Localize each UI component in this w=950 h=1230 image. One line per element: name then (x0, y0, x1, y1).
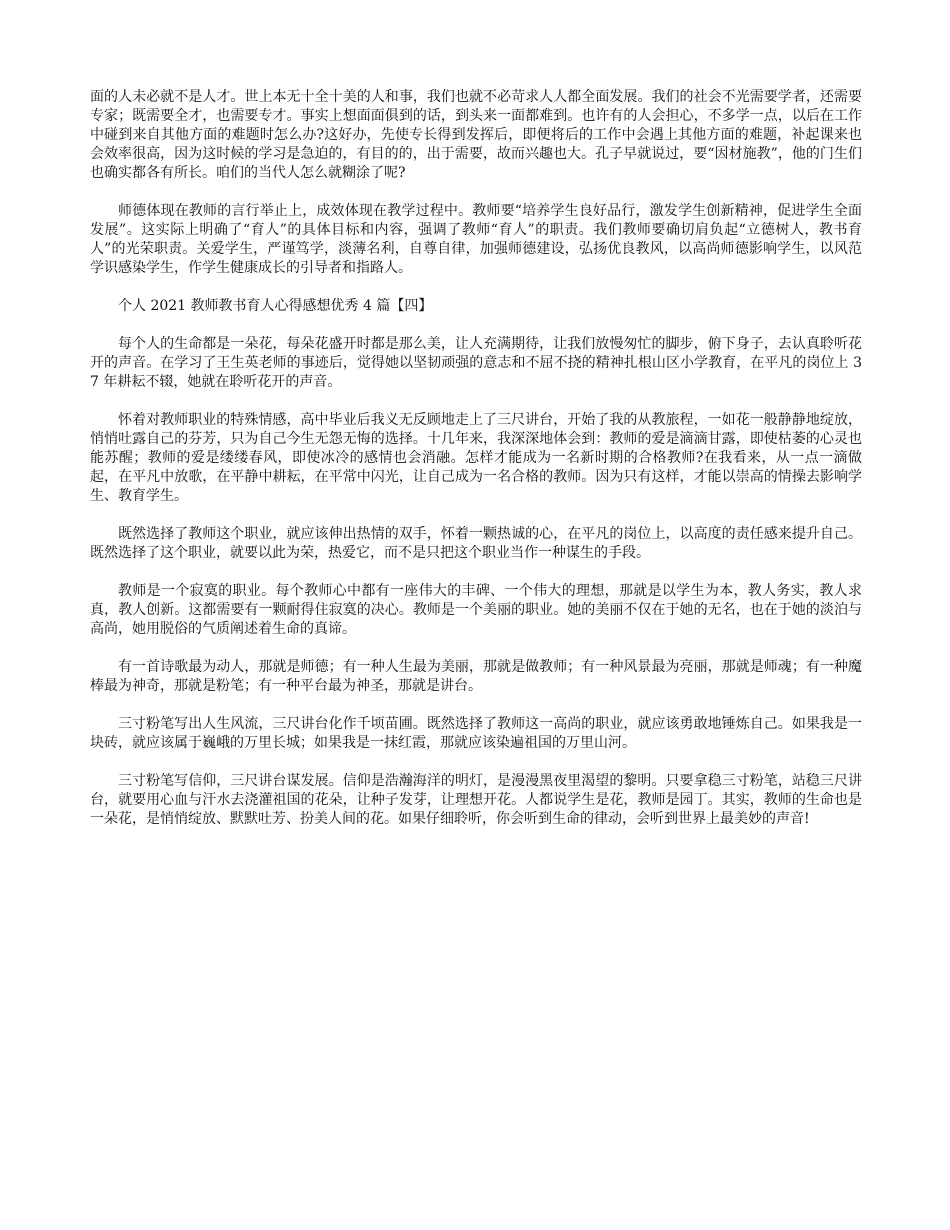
section-heading: 个人 2021 教师教书育人心得感想优秀 4 篇【四】 (118, 298, 433, 314)
paragraph-intro-continuation: 面的人未必就不是人才。世上本无十全十美的人和事，我们也就不必苛求人人都全面发展。我们的社会不光需要学者，还需要专家；既需要全才，也需要专才。事实上想面面俱到的话，到头来一面都难到。也许有的人会担心，不多学一点，以后在工作中碰到来自其他方面的难题时怎么办?这好办，先使专长得到发挥后，即便将后的工作中会遇上其他方面的难题，补起课来也会效率很高，因为这时候的学习是急迫的，有目的的，出于需要，故而兴趣也大。孔子早就说过，要“因材施教”，他的门生们也确实都各有所长。咱们的当代人怎么就糊涂了呢? (90, 89, 862, 181)
paragraph-lonely-profession: 教师是一个寂寞的职业。每个教师心中都有一座伟大的丰碑、一个伟大的理想，那就是以学生为本，教人务实，教人求真，教人创新。这都需要有一颗耐得住寂寞的决心。教师是一个美丽的职业。她的美丽不仅在于她的无名，也在于她的淡泊与高尚，她用脱俗的气质阐述着生命的真谛。 (90, 583, 862, 637)
paragraph-poem-ethics: 有一首诗歌最为动人，那就是师德；有一种人生最为美丽，那就是做教师；有一种风景最为亮丽，那就是师魂；有一种魔棒最为神奇，那就是粉笔；有一种平台最为神圣，那就是讲台。 (90, 659, 862, 694)
paragraph-chosen-profession: 既然选择了教师这个职业，就应该伸出热情的双手，怀着一颗热诚的心，在平凡的岗位上，以高度的责任感来提升自己。既然选择了这个职业，就要以此为荣，热爱它，而不是只把这个职业当作一种谋生的手段。 (90, 526, 862, 561)
paragraph-life-flower: 每个人的生命都是一朵花，每朵花盛开时都是那么美，让人充满期待，让我们放慢匆忙的脚步，俯下身子，去认真聆听花开的声音。在学习了王生英老师的事迹后，觉得她以坚韧顽强的意志和不屈不挠的精神扎根山区小学教育，在平凡的岗位上 37 年耕耘不辍，她就在聆听花开的声音。 (90, 336, 862, 390)
paragraph-teacher-ethics: 师德体现在教师的言行举止上，成效体现在教学过程中。教师要“培养学生良好品行，激发学生创新精神，促进学生全面发展”。这实际上明确了“育人”的具体目标和内容，强调了教师“育人”的职责。我们教师要确切肩负起“立德树人，教书育人”的光荣职责。关爱学生，严谨笃学，淡薄名利，自尊自律，加强师德建设，弘扬优良教风，以高尚师德影响学生，以风范学识感染学生，作学生健康成长的引导者和指路人。 (90, 203, 862, 276)
paragraph-teaching-journey: 怀着对教师职业的特殊情感，高中毕业后我义无反顾地走上了三尺讲台，开始了我的从教旅程，一如花一般静静地绽放，悄悄吐露自己的芬芳，只为自己今生无怨无悔的选择。十几年来，我深深地体会到：教师的爱是滴滴甘露，即使枯萎的心灵也能苏醒；教师的爱是缕缕春风，即使冰冷的感情也会消融。怎样才能成为一名新时期的合格教师?在我看来，从一点一滴做起，在平凡中放歌，在平静中耕耘，在平常中闪光，让自己成为一名合格的教师。因为只有这样，才能以崇高的情操去影响学生、教育学生。 (90, 412, 862, 504)
document-page (90, 88, 862, 848)
paragraph-chalk-podium: 三寸粉笔写出人生风流，三尺讲台化作千顷苗圃。既然选择了教师这一高尚的职业，就应该勇敢地锤炼自己。如果我是一块砖，就应该属于巍峨的万里长城；如果我是一抹红霞，那就应该染遍祖国的万里山河。 (90, 716, 862, 751)
paragraph-faith-development: 三寸粉笔写信仰，三尺讲台谋发展。信仰是浩瀚海洋的明灯，是漫漫黑夜里渴望的黎明。只要拿稳三寸粉笔，站稳三尺讲台，就要用心血与汗水去浇灌祖国的花朵，让种子发芽，让理想开花。人都说学生是花，教师是园丁。其实，教师的生命也是一朵花，是悄悄绽放、默默吐芳、扮美人间的花。如果仔细聆听，你会听到生命的律动，会听到世界上最美妙的声音! (90, 773, 862, 827)
